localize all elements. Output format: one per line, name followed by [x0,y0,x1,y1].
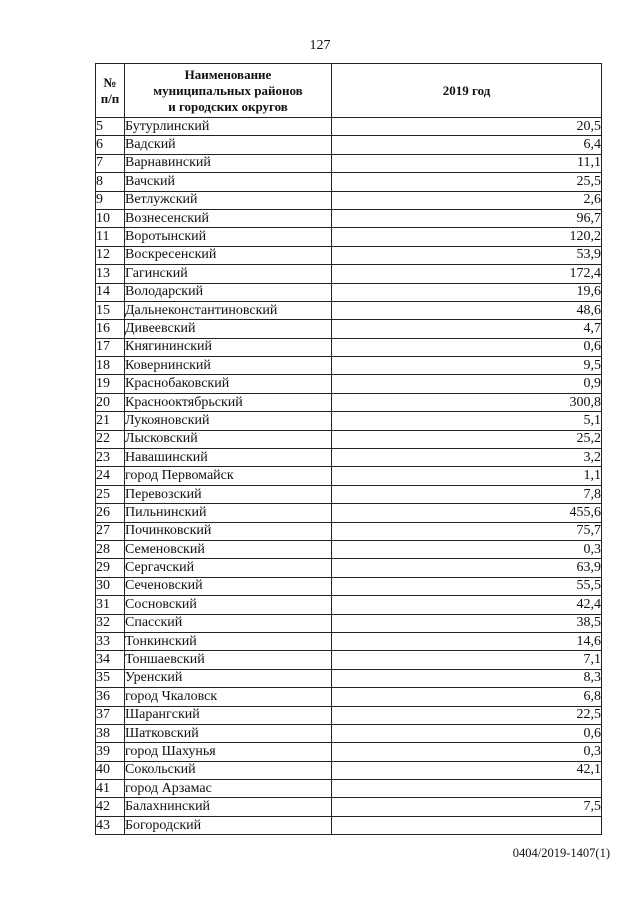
row-number: 29 [96,559,125,577]
row-name: Уренский [125,669,332,687]
table-row [96,816,602,834]
row-name: город Шахунья [125,743,332,761]
row-value: 42,1 [332,761,602,779]
row-number: 5 [96,118,125,136]
row-number: 42 [96,798,125,816]
table-row [96,485,602,503]
table-row [96,357,602,375]
row-name: Лукояновский [125,412,332,430]
page-number: 127 [309,38,331,53]
row-value: 5,1 [332,412,602,430]
table-row [96,706,602,724]
row-number: 33 [96,632,125,650]
table-row [96,559,602,577]
row-name: Перевозский [125,485,332,503]
table-row [96,154,602,172]
row-value: 0,3 [332,743,602,761]
document-code: 0404/2019-1407(1) [512,846,610,860]
table-row [96,798,602,816]
row-number: 28 [96,540,125,558]
row-value: 7,1 [332,651,602,669]
row-number: 39 [96,743,125,761]
row-name: Воротынский [125,228,332,246]
table-row [96,780,602,798]
row-value: 25,2 [332,430,602,448]
row-name: Вачский [125,173,332,191]
table-row [96,412,602,430]
header-name-line1: Наименование [184,66,272,82]
row-name: Бутурлинский [125,118,332,136]
row-number: 23 [96,449,125,467]
row-name: город Арзамас [125,780,332,798]
row-value: 75,7 [332,522,602,540]
row-number: 40 [96,761,125,779]
row-value: 0,3 [332,540,602,558]
row-name: Сосновский [125,596,332,614]
row-name: Спасский [125,614,332,632]
row-name: город Первомайск [125,467,332,485]
row-name: Балахнинский [125,798,332,816]
row-name: Дивеевский [125,320,332,338]
row-value: 3,2 [332,449,602,467]
row-name: Семеновский [125,540,332,558]
row-number: 18 [96,357,125,375]
table-row [96,375,602,393]
row-number: 10 [96,209,125,227]
row-name: Тоншаевский [125,651,332,669]
table-row [96,283,602,301]
row-number: 14 [96,283,125,301]
row-number: 38 [96,724,125,742]
row-number: 43 [96,816,125,834]
budget-table [95,63,602,835]
row-name: Сергачский [125,559,332,577]
row-value [332,780,602,798]
table-row [96,338,602,356]
row-value: 14,6 [332,632,602,650]
row-value: 0,9 [332,375,602,393]
row-value: 20,5 [332,118,602,136]
row-number: 26 [96,504,125,522]
row-name: Починковский [125,522,332,540]
row-name: Навашинский [125,449,332,467]
table-row [96,688,602,706]
row-value: 9,5 [332,357,602,375]
row-number: 11 [96,228,125,246]
row-value: 38,5 [332,614,602,632]
table-row [96,228,602,246]
row-number: 20 [96,393,125,411]
row-value: 172,4 [332,265,602,283]
row-value: 63,9 [332,559,602,577]
table-row [96,743,602,761]
row-value: 300,8 [332,393,602,411]
row-value: 6,8 [332,688,602,706]
row-value: 7,8 [332,485,602,503]
row-value: 0,6 [332,724,602,742]
row-number: 15 [96,301,125,319]
row-value: 25,5 [332,173,602,191]
header-name-line2: муниципальных районов [153,82,303,98]
row-value: 8,3 [332,669,602,687]
row-number: 35 [96,669,125,687]
row-value: 7,5 [332,798,602,816]
table-row [96,504,602,522]
table-row [96,191,602,209]
header-year: 2019 год [332,64,602,118]
header-number-line2: п/п [100,90,120,106]
table-row [96,467,602,485]
row-number: 41 [96,780,125,798]
row-value: 96,7 [332,209,602,227]
row-number: 31 [96,596,125,614]
row-name: Краснооктябрьский [125,393,332,411]
table-row [96,522,602,540]
row-number: 7 [96,154,125,172]
row-value: 2,6 [332,191,602,209]
row-value [332,816,602,834]
row-name: Сокольский [125,761,332,779]
row-value: 6,4 [332,136,602,154]
row-number: 24 [96,467,125,485]
row-number: 8 [96,173,125,191]
row-value: 22,5 [332,706,602,724]
table-row [96,632,602,650]
header-number-line1: № [103,74,117,90]
row-name: Варнавинский [125,154,332,172]
row-number: 21 [96,412,125,430]
row-number: 25 [96,485,125,503]
row-name: Тонкинский [125,632,332,650]
row-number: 37 [96,706,125,724]
table-row [96,724,602,742]
table-row [96,301,602,319]
row-name: Дальнеконстантиновский [125,301,332,319]
row-number: 17 [96,338,125,356]
row-name: Шарангский [125,706,332,724]
row-name: Вознесенский [125,209,332,227]
row-name: Шатковский [125,724,332,742]
row-name: Лысковский [125,430,332,448]
table-row [96,393,602,411]
row-number: 9 [96,191,125,209]
row-name: Пильнинский [125,504,332,522]
row-value: 4,7 [332,320,602,338]
row-name: Княгининский [125,338,332,356]
table-body [96,118,602,835]
row-name: Воскресенский [125,246,332,264]
table-row [96,246,602,264]
row-name: город Чкаловск [125,688,332,706]
row-value: 11,1 [332,154,602,172]
row-value: 42,4 [332,596,602,614]
row-name: Гагинский [125,265,332,283]
table-row [96,265,602,283]
table-row [96,430,602,448]
row-value: 48,6 [332,301,602,319]
header-number [96,64,125,118]
row-number: 16 [96,320,125,338]
table-row [96,651,602,669]
table-header-row [96,64,602,118]
row-name: Володарский [125,283,332,301]
header-name-line3: и городских округов [168,98,288,114]
row-number: 12 [96,246,125,264]
table-row [96,173,602,191]
row-name: Вадский [125,136,332,154]
row-name: Краснобаковский [125,375,332,393]
row-value: 455,6 [332,504,602,522]
table-row [96,118,602,136]
table-row [96,614,602,632]
row-name: Богородский [125,816,332,834]
table-row [96,540,602,558]
row-number: 13 [96,265,125,283]
row-number: 6 [96,136,125,154]
table-row [96,761,602,779]
table-row [96,136,602,154]
row-number: 36 [96,688,125,706]
row-value: 19,6 [332,283,602,301]
row-number: 22 [96,430,125,448]
row-number: 19 [96,375,125,393]
row-name: Ветлужский [125,191,332,209]
row-value: 0,6 [332,338,602,356]
table-row [96,669,602,687]
table-row [96,449,602,467]
table-row [96,320,602,338]
row-value: 120,2 [332,228,602,246]
table-row [96,209,602,227]
row-number: 30 [96,577,125,595]
header-name [125,64,332,118]
table-row [96,577,602,595]
row-name: Ковернинский [125,357,332,375]
row-number: 34 [96,651,125,669]
table-row [96,596,602,614]
row-value: 55,5 [332,577,602,595]
row-number: 27 [96,522,125,540]
row-value: 1,1 [332,467,602,485]
row-value: 53,9 [332,246,602,264]
row-number: 32 [96,614,125,632]
row-name: Сеченовский [125,577,332,595]
